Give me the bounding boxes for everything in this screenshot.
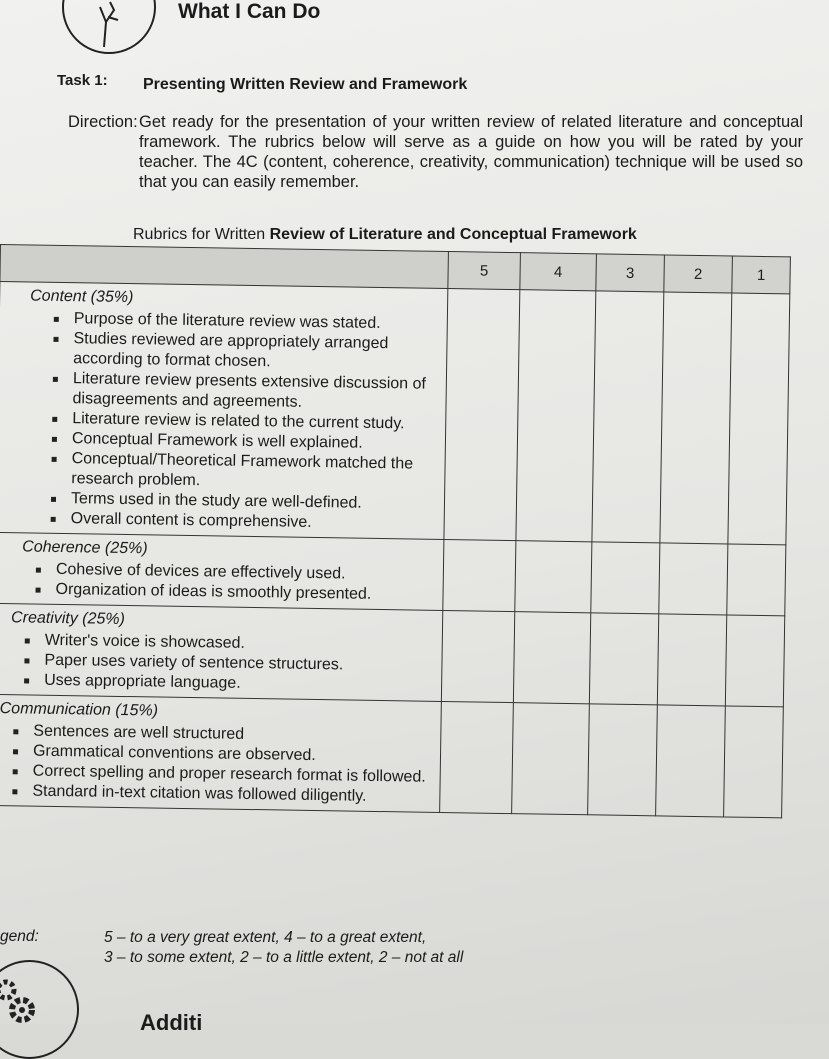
- score-cell[interactable]: [516, 290, 596, 542]
- score-cell[interactable]: [441, 611, 514, 703]
- score-cell[interactable]: [440, 701, 514, 813]
- score-cell[interactable]: [659, 543, 728, 615]
- criterion-item: Writer's voice is showcased.: [25, 630, 442, 657]
- rubric-title: [133, 226, 637, 244]
- criteria-cell-coherence: [0, 532, 444, 610]
- logo-icon: [62, 0, 156, 54]
- criterion-item: Terms used in the study are well-defined.: [51, 489, 444, 515]
- rubric-row-creativity: [0, 603, 785, 706]
- score-cell[interactable]: [656, 705, 726, 817]
- score-cell[interactable]: [657, 614, 726, 706]
- score-cell[interactable]: [443, 540, 516, 612]
- criterion-item: Correct spelling and proper research format is followed.: [13, 761, 440, 788]
- criterion-item: Conceptual/Theoretical Framework matched the research problem.: [51, 449, 445, 495]
- legend-line-1: 5 – to a very great extent, 4 – to a great extent,: [104, 929, 427, 946]
- criterion-item: Overall content is comprehensive.: [51, 509, 444, 535]
- criterion-item: Sentences are well structured: [13, 721, 440, 748]
- category-name: Creativity (25%): [10, 609, 126, 629]
- rubric-table: [0, 244, 791, 818]
- direction-text: Get ready for the presentation of your written review of related literature and conceptual framework. The rubrics below will serve as a guide on how you will be rated by your teacher. The 4C (content, coherence, creativity, communication) technique will be used so that you can easily remember.: [139, 113, 803, 191]
- criterion-item: Conceptual Framework is well explained.: [52, 429, 445, 455]
- criterion-item: Organization of ideas is smoothly presented.: [35, 580, 442, 606]
- direction-label: Direction:: [68, 113, 138, 131]
- category-name: Coherence (25%): [22, 538, 148, 558]
- rubric-table-wrapper: [0, 244, 800, 956]
- criterion-item: Uses appropriate language.: [24, 670, 441, 697]
- score-cell[interactable]: [588, 704, 658, 816]
- gear-icon: [0, 976, 42, 1026]
- legend-line-2: 3 – to some extent, 2 – to a little extent, 2 – not at all: [104, 949, 464, 966]
- criteria-cell-content: [0, 282, 448, 540]
- score-header-3: 3: [596, 254, 665, 292]
- criterion-item: Grammatical conventions are observed.: [13, 741, 440, 768]
- category-name: Communication (15%): [0, 700, 159, 720]
- legend-label: gend:: [0, 928, 39, 945]
- score-cell[interactable]: [591, 542, 660, 614]
- criteria-list: [0, 559, 443, 610]
- section-title: What I Can Do: [178, 0, 321, 23]
- score-header-5: 5: [448, 252, 521, 290]
- criteria-cell-communication: [0, 694, 441, 812]
- criteria-list: [0, 308, 447, 539]
- rubric-title-prefix: Rubrics for Written: [133, 226, 270, 243]
- score-cell[interactable]: [515, 541, 592, 613]
- criteria-cell-creativity: [0, 603, 443, 701]
- rubric-row-communication: [0, 694, 783, 817]
- criterion-item: Literature review presents extensive discussion of disagreements and agreements.: [52, 369, 446, 415]
- score-header-2: 2: [664, 255, 733, 293]
- task-label: Task 1:: [57, 72, 108, 89]
- rubric-row-coherence: [0, 532, 786, 615]
- score-cell[interactable]: [592, 291, 664, 543]
- rubric-row-content: [0, 282, 790, 545]
- criterion-item: Cohesive of devices are effectively used.: [36, 560, 443, 586]
- criterion-item: Studies reviewed are appropriately arranged according to format chosen.: [53, 329, 447, 375]
- score-cell[interactable]: [727, 544, 786, 616]
- rubric-title-bold: Review of Literature and Conceptual Framework: [269, 226, 637, 243]
- score-cell[interactable]: [724, 706, 784, 818]
- criterion-item: Paper uses variety of sentence structures.: [24, 650, 441, 677]
- criterion-item: Standard in-text citation was followed diligently.: [12, 781, 439, 808]
- score-cell[interactable]: [444, 289, 520, 541]
- next-section-heading: Additi: [140, 1010, 203, 1035]
- legend-text: [104, 928, 463, 968]
- criteria-list: [0, 721, 440, 812]
- criteria-list: [0, 630, 442, 701]
- criterion-item: Purpose of the literature review was stated.: [54, 309, 447, 335]
- task-title: Presenting Written Review and Framework: [143, 76, 468, 93]
- score-header-4: 4: [520, 253, 597, 291]
- category-name: Content (35%): [30, 287, 134, 307]
- score-cell[interactable]: [660, 292, 732, 544]
- score-cell[interactable]: [589, 613, 658, 705]
- score-cell[interactable]: [513, 612, 590, 704]
- score-cell[interactable]: [725, 615, 784, 707]
- score-cell[interactable]: [728, 293, 790, 545]
- criterion-item: Literature review is related to the current study.: [52, 409, 445, 435]
- score-cell[interactable]: [512, 703, 590, 815]
- score-header-1: 1: [732, 256, 791, 294]
